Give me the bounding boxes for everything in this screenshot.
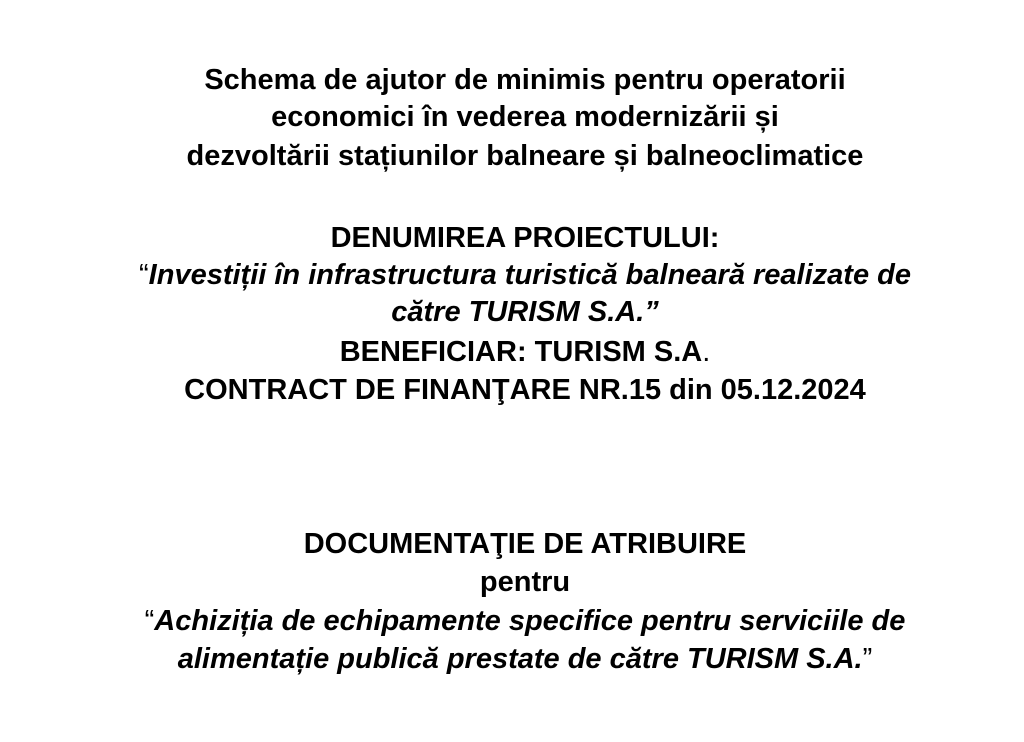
documentation-for: pentru: [479, 566, 571, 598]
scheme-title-line-3: dezvoltării stațiunilor balneare și balneoclimatice: [186, 140, 864, 172]
subject-text-2: alimentație publică prestate de către TURISM S.A.: [177, 643, 863, 675]
subject-close-quote: ”: [862, 643, 873, 675]
project-name-line-2: către TURISM S.A.”: [391, 296, 659, 328]
project-name-text-1: Investiții în infrastructura turistică balneară realizate de: [148, 259, 911, 291]
beneficiary-dot: .: [702, 336, 711, 368]
contract-line: CONTRACT DE FINANŢARE NR.15 din 05.12.2024: [184, 374, 866, 406]
subject-line-1: [0, 603, 1024, 639]
scheme-title-line-1: Schema de ajutor de minimis pentru operatorii: [204, 64, 846, 96]
beneficiary-text: BENEFICIAR: TURISM S.A: [339, 336, 703, 368]
subject-open-quote: “: [144, 605, 155, 637]
documentation-title: DOCUMENTAŢIE DE ATRIBUIRE: [303, 528, 747, 560]
scheme-title-line-2: economici în vederea modernizării și: [271, 101, 779, 133]
open-quote: “: [139, 259, 149, 291]
subject-line-2: [0, 641, 1024, 677]
project-name-line-1: [0, 257, 1024, 293]
subject-text-1: Achiziția de echipamente specifice pentru serviciile de: [154, 605, 906, 637]
project-label: DENUMIREA PROIECTULUI:: [330, 222, 720, 254]
beneficiary: [0, 334, 1024, 370]
